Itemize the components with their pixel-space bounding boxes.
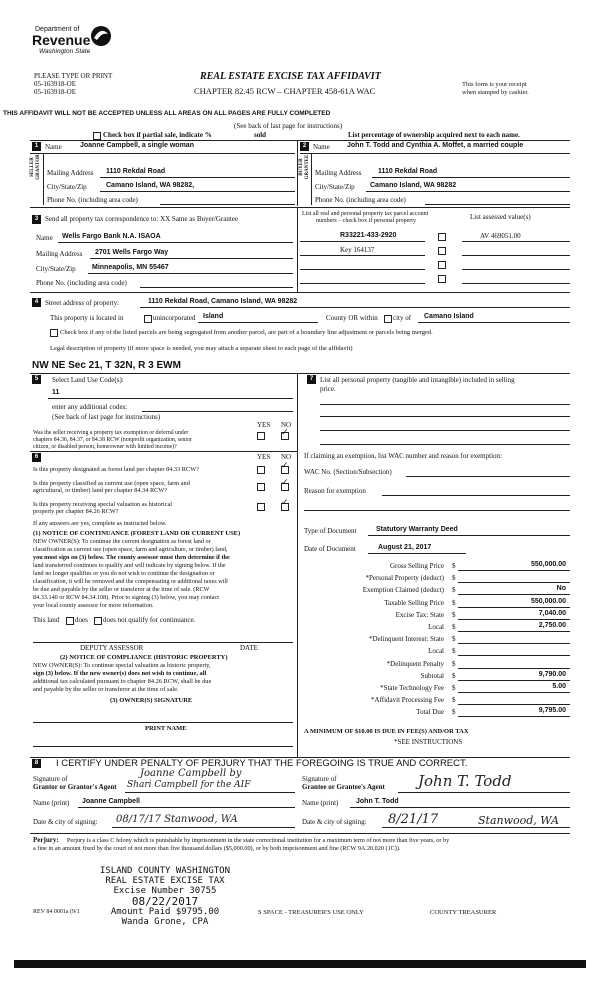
tax-row-label: Exemption Claimed (deduct) (362, 586, 444, 595)
current-use-no-check-icon: ✓ (281, 478, 289, 488)
tax-row-value[interactable]: 2,750.00 (538, 622, 566, 629)
grantee-city[interactable]: Stanwood, WA (478, 814, 559, 827)
grantor-sig-label-2: Grantor or Grantor's Agent (33, 783, 117, 791)
send-correspondence: Send all property tax correspondence to: XX Same as Buyer/Grantee (45, 215, 239, 223)
tax-row-label: Gross Selling Price (389, 562, 444, 570)
tax-row-underline (458, 607, 570, 608)
section-6-badge: 6 (32, 453, 41, 462)
certify-statement: I CERTIFY UNDER PENALTY OF PERJURY THAT THE FOREGOING IS TRUE AND CORRECT. (56, 758, 468, 769)
tax-row-underline (458, 582, 570, 583)
dor-logo (30, 22, 120, 62)
parcel-4-personal-checkbox[interactable] (438, 275, 446, 283)
tax-row-currency: $ (452, 696, 456, 705)
buyer-city-label: City/State/Zip (315, 183, 355, 191)
parcel-head-1: List all real and personal property tax parcel account (302, 211, 429, 217)
grantee-sig-label-2: Grantee or Grantee's Agent (302, 783, 385, 791)
minimum-fee-note: A MINIMUM OF $10.00 IS DUE IN FEE(S) AND/OR TAX (304, 728, 469, 735)
this-land-label: This land (33, 616, 60, 624)
tax-row-currency: $ (452, 586, 456, 595)
tax-row-currency: $ (452, 671, 456, 680)
buyer-name[interactable]: John T. Todd and Cynthia A. Moffet, a married couple (347, 142, 524, 149)
located-label: This property is located in (50, 314, 124, 322)
page-title: REAL ESTATE EXCISE TAX AFFIDAVIT (200, 71, 381, 82)
exemption-label: If claiming an exemption, list WAC number and reason for exemption: (304, 452, 502, 460)
tax-row-label: *Delinquent Interest: State (368, 635, 444, 644)
grantor-date-city-label: Date & city of signing: (33, 818, 98, 826)
tax-row-currency: $ (452, 598, 456, 607)
land-does-checkbox[interactable] (66, 617, 74, 625)
land-use-code[interactable]: 11 (52, 389, 60, 396)
tax-row-currency: $ (452, 623, 456, 631)
receipt-line2: when stamped by cashier. (462, 89, 529, 96)
reason-label: Reason for exemption (304, 487, 366, 495)
code-2: 05-163918-OE (34, 88, 76, 96)
parcel-head-2: numbers – check box if personal property (316, 218, 416, 224)
sec5-no: NO (281, 421, 292, 429)
unincorporated-county[interactable]: Island (203, 313, 224, 320)
tax-row-value[interactable]: 5.00 (552, 683, 566, 690)
tax-row-label: Local (428, 623, 444, 631)
tax-row-label: Excise Tax: State (395, 610, 444, 619)
tax-row-underline (458, 570, 570, 571)
ownership-label: List percentage of ownership acquired next to each name. (348, 131, 520, 139)
deputy-date-label: DATE (240, 644, 258, 652)
partial-sale-label: Check box if partial sale, indicate % (103, 131, 212, 139)
stamp-line-1: ISLAND COUNTY WASHINGTON (99, 866, 231, 876)
section-5-badge: 5 (32, 375, 41, 384)
tax-row-underline (458, 692, 570, 693)
deputy-assessor-label: DEPUTY ASSESSOR (80, 644, 144, 652)
tax-row-underline (458, 680, 570, 681)
notice1-line: you must sign on (3) below. The county assessor must then determine if the (33, 554, 230, 561)
unincorporated-checkbox[interactable] (144, 315, 152, 323)
tax-row-value[interactable]: 550,000.00 (530, 561, 566, 568)
grantee-date[interactable]: 8/21/17 (388, 812, 439, 827)
tax-row-label: Taxable Selling Price (384, 598, 444, 607)
notice-compliance-title: (2) NOTICE OF COMPLIANCE (HISTORIC PROPERTY) (60, 654, 228, 661)
historic-q-b: property per chapter 84.26 RCW? (33, 508, 119, 515)
tax-row-underline (458, 619, 570, 620)
grantor-signature-a[interactable]: Joanne Campbell by (140, 768, 242, 779)
segregated-checkbox[interactable] (50, 329, 58, 337)
historic-no-check-icon: ✓ (281, 498, 289, 508)
rev-code: REV 84 0001a (9/1 (33, 909, 80, 915)
warning-text: THIS AFFIDAVIT WILL NOT BE ACCEPTED UNLESS ALL AREAS ON ALL PAGES ARE FULLY COMPLETED (3, 110, 331, 117)
grantee-signature[interactable]: John T. Todd (418, 772, 512, 790)
sec6-no: NO (281, 453, 292, 461)
parcel-1-personal-checkbox[interactable] (438, 233, 446, 241)
seller-name[interactable]: Joanne Campbell, a single woman (80, 142, 194, 149)
logo-line1: Department of (35, 26, 80, 33)
tax-row-value[interactable]: 9,790.00 (538, 670, 566, 678)
tax-row-label: *Personal Property (deduct) (365, 574, 444, 583)
bottom-bar (14, 960, 586, 968)
exempt-q1: Was the seller receiving a property tax exemption or deferral under (33, 430, 189, 436)
doc-date-label: Date of Document (304, 545, 356, 553)
treasurer-use-only: S SPACE - TREASURER'S USE ONLY (258, 909, 364, 916)
additional-codes-label: enter any additional codes: (52, 403, 128, 411)
chapter-line: CHAPTER 82.45 RCW – CHAPTER 458-61A WAC (194, 86, 376, 96)
legal-description[interactable]: NW NE Sec 21, T 32N, R 3 EWM (32, 360, 181, 371)
notice1-line: land no longer qualifies or you do not wish to continue the designation or (33, 570, 215, 577)
personal-property-label-1: List all personal property (tangible and intangible) included in selling (320, 376, 515, 384)
notice2-line: sign (3) below. If the new owner(s) does not wish to continue, all (33, 670, 207, 677)
tax-row-underline (458, 631, 570, 632)
county-treasurer: COUNTY TREASURER (430, 909, 497, 916)
section-8-badge: 8 (32, 759, 41, 768)
county-or-within: County OR within (326, 314, 378, 322)
owner-signature-label: (3) OWNER(S) SIGNATURE (110, 697, 193, 704)
stamp-line-6: Wanda Grone, CPA (121, 917, 209, 927)
notice2-line: NEW OWNER(S): To continue special valuation as historic property, (33, 662, 211, 669)
perjury-label: Perjury: (33, 836, 59, 844)
tax-row-value[interactable]: 550,000.00 (530, 597, 566, 605)
section-1-badge: 1 (32, 142, 41, 151)
tax-row-currency: $ (452, 635, 456, 644)
tax-row-currency: $ (452, 684, 456, 692)
tax-name[interactable]: Wells Fargo Bank N.A. ISAOA (62, 233, 161, 240)
seller-side-label: SELLER GRANTOR (30, 154, 41, 180)
unincorporated-label: unincorporated (153, 314, 196, 322)
perjury-text-1: Perjury is a class C felony which is punishable by imprisonment in the state correctional institution for a maximum term of not more than five years, or by (67, 837, 450, 844)
buyer-side-label: BUYER GRANTEE (299, 154, 310, 180)
land-does-not-label: does not qualify for continuance. (103, 616, 196, 624)
tax-row-underline (458, 594, 570, 595)
exempt-yes-checkbox[interactable] (257, 432, 265, 440)
grantee-print-name[interactable]: John T. Todd (356, 798, 399, 805)
tax-city-label: City/State/Zip (36, 265, 76, 273)
land-does-not-checkbox[interactable] (94, 617, 102, 625)
stamp-line-3: Excise Number 30755 (113, 886, 217, 896)
doc-date[interactable]: August 21, 2017 (378, 544, 432, 551)
city-of-label: city of (393, 314, 412, 322)
buyer-mail[interactable]: 1110 Rekdal Road (378, 168, 438, 175)
tax-row-currency: $ (452, 659, 456, 668)
seller-name-label: Name (45, 143, 62, 151)
historic-yes-checkbox[interactable] (257, 503, 265, 511)
land-use-see-back: (See back of last page for instructions) (52, 413, 161, 421)
seller-phone-label: Phone No. (including area code) (47, 196, 138, 204)
logo-line3: Washington State (39, 48, 91, 55)
parcel-2-personal-checkbox[interactable] (438, 247, 446, 255)
tax-row-label: Subtotal (420, 671, 444, 680)
tax-row-label: Local (428, 647, 444, 656)
logo-line2: Revenue (32, 32, 91, 48)
tax-mail[interactable]: 2701 Wells Fargo Way (95, 249, 169, 256)
land-does-label: does (75, 616, 88, 624)
doc-type[interactable]: Statutory Warranty Deed (376, 526, 458, 533)
section-2-badge: 2 (300, 142, 309, 151)
section-3-badge: 3 (32, 215, 41, 224)
seller-mail-label: Mailing Address (47, 169, 94, 177)
logo-swirl-icon (88, 24, 114, 48)
notice1-line: your local county assessor for more information. (33, 602, 154, 609)
current-use-q-a: Is this property classified as current use (open space, farm and (33, 480, 190, 487)
notice2-line: and payable by the seller or transferor at the time of sale. (33, 686, 179, 693)
street-address[interactable]: 1110 Rekdal Road, Camano Island, WA 98282 (148, 298, 298, 305)
notice1-line: NEW OWNER(S): To continue the current designation as forest land or (33, 538, 211, 545)
grantee-print-label: Name (print) (302, 799, 339, 807)
section-4-badge: 4 (32, 298, 41, 307)
buyer-mail-label: Mailing Address (315, 169, 362, 177)
notice1-line: 84.33.140 or RCW 84.34.108). Prior to signing (3) below, you may contact (33, 594, 219, 601)
land-use-label: Select Land Use Code(s): (52, 376, 124, 384)
tax-row-currency: $ (452, 574, 456, 583)
tax-row-underline (458, 704, 570, 705)
notice2-line: additional tax calculated pursuant to chapter 84.26 RCW, shall be due (33, 678, 212, 685)
seller-city[interactable]: Camano Island, WA 98282, (106, 182, 195, 189)
tax-row-currency: $ (452, 562, 456, 570)
forest-yes-checkbox[interactable] (257, 466, 265, 474)
tax-name-label: Name (36, 234, 53, 242)
grantor-sig-label-1: Signature of (33, 775, 68, 783)
segregated-label: Check box if any of the listed parcels are being segregated from another parcel, are part of a boundary line adjustment or parcels being merged. (60, 329, 433, 336)
exempt-q2: chapters 84.36, 84.37, or 84.38 RCW (nonprofit organization, senior (33, 437, 192, 443)
tax-row-underline (458, 655, 570, 656)
tax-row-underline (458, 643, 570, 644)
grantor-print-label: Name (print) (33, 799, 70, 807)
partial-sale-checkbox[interactable] (93, 132, 101, 140)
assessed-1[interactable]: AV 469051.00 (480, 232, 521, 240)
tax-row-underline (458, 716, 570, 717)
seller-city-label: City/State/Zip (47, 183, 87, 191)
stamp-line-2: REAL ESTATE EXCISE TAX (105, 876, 225, 886)
grantee-date-city-label: Date & city of signing: (302, 818, 367, 826)
tax-row-value[interactable]: 9,795.00 (538, 707, 566, 715)
city-of-checkbox[interactable] (384, 315, 392, 323)
notice1-line: classification, it will be removed and the compensating or additional taxes will (33, 578, 228, 585)
assessed-head: List assessed value(s) (470, 213, 531, 221)
stamp-line-5: Amount Paid $9795.00 (110, 907, 220, 917)
grantor-date-city[interactable]: 08/17/17 Stanwood, WA (116, 814, 238, 825)
grantee-sig-label-1: Signature of (302, 775, 337, 783)
grantor-print-name[interactable]: Joanne Campbell (82, 798, 140, 805)
tax-row-value[interactable]: No (556, 585, 566, 593)
current-use-q-b: agricultural, or timber) land per chapter 84.34 RCW? (33, 487, 168, 494)
perjury-text-2: a fine in an amount fixed by the court of not more than five thousand dollars ($5,000.00), or by both imprisonment and fine (RCW 9A.20.020 (1C)). (33, 845, 401, 852)
tax-row-label: Total Due (416, 708, 444, 717)
receipt-line1: This form is your receipt (462, 81, 527, 88)
street-label: Street address of property: (45, 299, 120, 307)
tax-phone-label: Phone No. (including area code) (36, 279, 127, 287)
treasurer-stamp (80, 866, 250, 927)
print-name-label: PRINT NAME (145, 725, 187, 732)
exempt-q3: citizen, or disabled person, homeowner with limited income)? (33, 444, 177, 450)
notice1-line: land transferred continues to qualify and will indicate by signing below. If the (33, 562, 226, 569)
personal-property-label-2: price. (320, 385, 336, 393)
code-1: 05-163918-OE (34, 80, 76, 88)
tax-row-currency: $ (452, 708, 456, 717)
sold-label: sold (254, 131, 267, 139)
current-use-yes-checkbox[interactable] (257, 483, 265, 491)
buyer-name-label: Name (313, 143, 330, 151)
tax-row-value[interactable]: 7,040.00 (538, 609, 566, 617)
notice1-line: be due and payable by the seller or transferor at the time of sale. (RCW (33, 586, 210, 593)
buyer-city[interactable]: Camano Island, WA 98282 (370, 182, 457, 189)
seller-mail[interactable]: 1110 Rekdal Road (106, 168, 166, 175)
tax-row-label: *Affidavit Processing Fee (371, 696, 444, 705)
see-back-top: (See back of last page for instructions) (234, 122, 343, 130)
any-yes-note: If any answers are yes, complete as instructed below. (33, 520, 167, 527)
notice1-line: classification as current use (open space, farm and agriculture, or timber) land, (33, 546, 228, 553)
grantor-signature-b[interactable]: Shari Campbell for the AIF (127, 780, 251, 790)
notice-continuance-title: (1) NOTICE OF CONTINUANCE (FOREST LAND OR CURRENT USE) (33, 530, 241, 537)
legal-label: Legal description of property (if more space is needed, you may attach a separate sheet to each page of the affidavit) (50, 345, 353, 352)
sec6-yes: YES (257, 453, 271, 461)
tax-row-label: *Delinquent Penalty (386, 659, 444, 668)
doc-type-label: Type of Document (304, 527, 357, 535)
tax-row-currency: $ (452, 610, 456, 619)
city-of-value[interactable]: Camano Island (424, 313, 474, 320)
buyer-phone-label: Phone No. (including area code) (315, 196, 406, 204)
stamp-line-4: 08/22/2017 (131, 895, 199, 908)
sec5-yes: YES (257, 421, 271, 429)
parcel-2[interactable]: Key 164137 (340, 246, 375, 254)
see-instructions: *SEE INSTRUCTIONS (394, 738, 463, 746)
wac-label: WAC No. (Section/Subsection) (304, 468, 392, 476)
tax-mail-label: Mailing Address (36, 250, 83, 258)
parcel-1[interactable]: R33221-433-2920 (340, 232, 397, 239)
historic-q-a: Is this property receiving special valuation as historical (33, 501, 173, 508)
please-type: PLEASE TYPE OR PRINT (34, 72, 113, 80)
tax-row-currency: $ (452, 647, 456, 656)
forest-q: Is this property designated as forest land per chapter 84.33 RCW? (33, 466, 199, 473)
tax-row-label: *State Technology Fee (380, 684, 444, 692)
exempt-no-check-icon: ✓ (281, 428, 289, 438)
parcel-3-personal-checkbox[interactable] (438, 261, 446, 269)
tax-city[interactable]: Minneapolis, MN 55467 (92, 264, 169, 271)
forest-no-check-icon: ✓ (281, 461, 289, 471)
tax-row-underline (458, 668, 570, 669)
section-7-badge: 7 (307, 375, 316, 384)
